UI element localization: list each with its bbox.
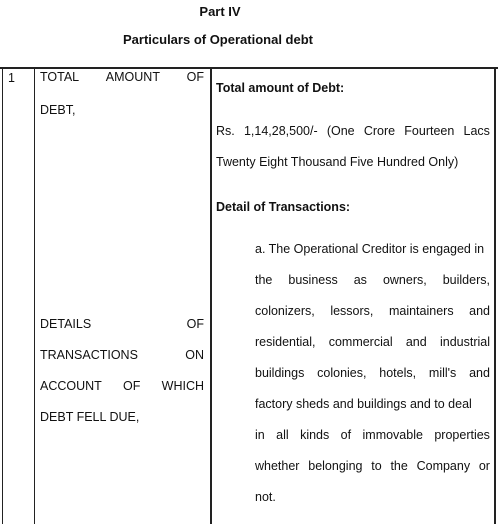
total-amount-text [216,116,490,178]
word: and [405,335,427,349]
word: hotels, [379,366,417,380]
text-line [255,389,490,420]
word: owners, [382,273,427,287]
section-title: Particulars of Operational debt [123,32,313,47]
word: residential, [255,335,316,349]
text-line [216,116,490,147]
word: Company [416,459,471,473]
word: lessors, [330,304,374,318]
table-right-border [494,67,496,524]
table-top-rule [0,67,498,69]
text-line [255,327,490,358]
text-line [255,451,490,482]
word: as [353,273,367,287]
text-line [255,358,490,389]
word: Rs. [216,124,235,138]
details-label-line [40,348,204,362]
word: and [469,304,490,318]
text-line [216,147,490,178]
text-line [255,296,490,327]
details-label-line [40,317,204,331]
word: Fourteen [404,124,455,138]
total-amount-label [40,70,204,84]
word: (One [326,124,355,138]
word: maintainers [388,304,454,318]
word: belonging [308,459,363,473]
word: whether [255,459,300,473]
word: to [371,459,382,473]
word: builders, [442,273,490,287]
label-word: OF [123,379,141,393]
number-column-divider [34,67,35,524]
word: kinds [300,428,330,442]
text-line [255,265,490,296]
detail-transactions-text [255,234,490,513]
word: and [469,366,490,380]
word: 1,14,28,500/- [243,124,318,138]
word: colonies, [317,366,367,380]
part-heading: Part IV [199,4,241,19]
word: factory sheds and buildings and to deal [255,397,472,411]
label-word: OF [186,317,204,331]
details-label-line [40,379,204,393]
word: the [390,459,408,473]
label-word: OF [186,70,204,84]
word: Crore [363,124,396,138]
word: in [255,428,265,442]
word: or [478,459,490,473]
word: commercial [328,335,393,349]
details-label-line: DEBT FELL DUE, [40,410,140,424]
text-line [255,234,490,265]
detail-transactions-heading: Detail of Transactions: [216,200,351,214]
label-word: AMOUNT [105,70,160,84]
label-word: ACCOUNT [40,379,102,393]
word: colonizers, [255,304,315,318]
table-left-border [2,67,3,524]
label-word: ON [185,348,204,362]
middle-column-divider [210,67,212,524]
word: mill's [428,366,457,380]
word: Twenty Eight Thousand Five Hundred Only) [216,155,459,169]
row-number: 1 [8,71,15,85]
text-line [255,420,490,451]
word: industrial [439,335,490,349]
total-amount-heading: Total amount of Debt: [216,81,345,95]
word: not. [255,490,276,504]
word: the [255,273,273,287]
word: business [288,273,338,287]
word: Lacs [463,124,490,138]
word: all [276,428,289,442]
word: immovable [362,428,423,442]
word: buildings [255,366,305,380]
word: of [340,428,352,442]
label-word: DETAILS [40,317,92,331]
label-word: TRANSACTIONS [40,348,138,362]
word: a. The Operational Creditor is engaged in [255,242,485,256]
label-word: WHICH [161,379,204,393]
word: properties [434,428,490,442]
label-word: TOTAL [40,70,80,84]
total-amount-label-tail: DEBT, [40,103,76,117]
text-line [255,482,490,513]
